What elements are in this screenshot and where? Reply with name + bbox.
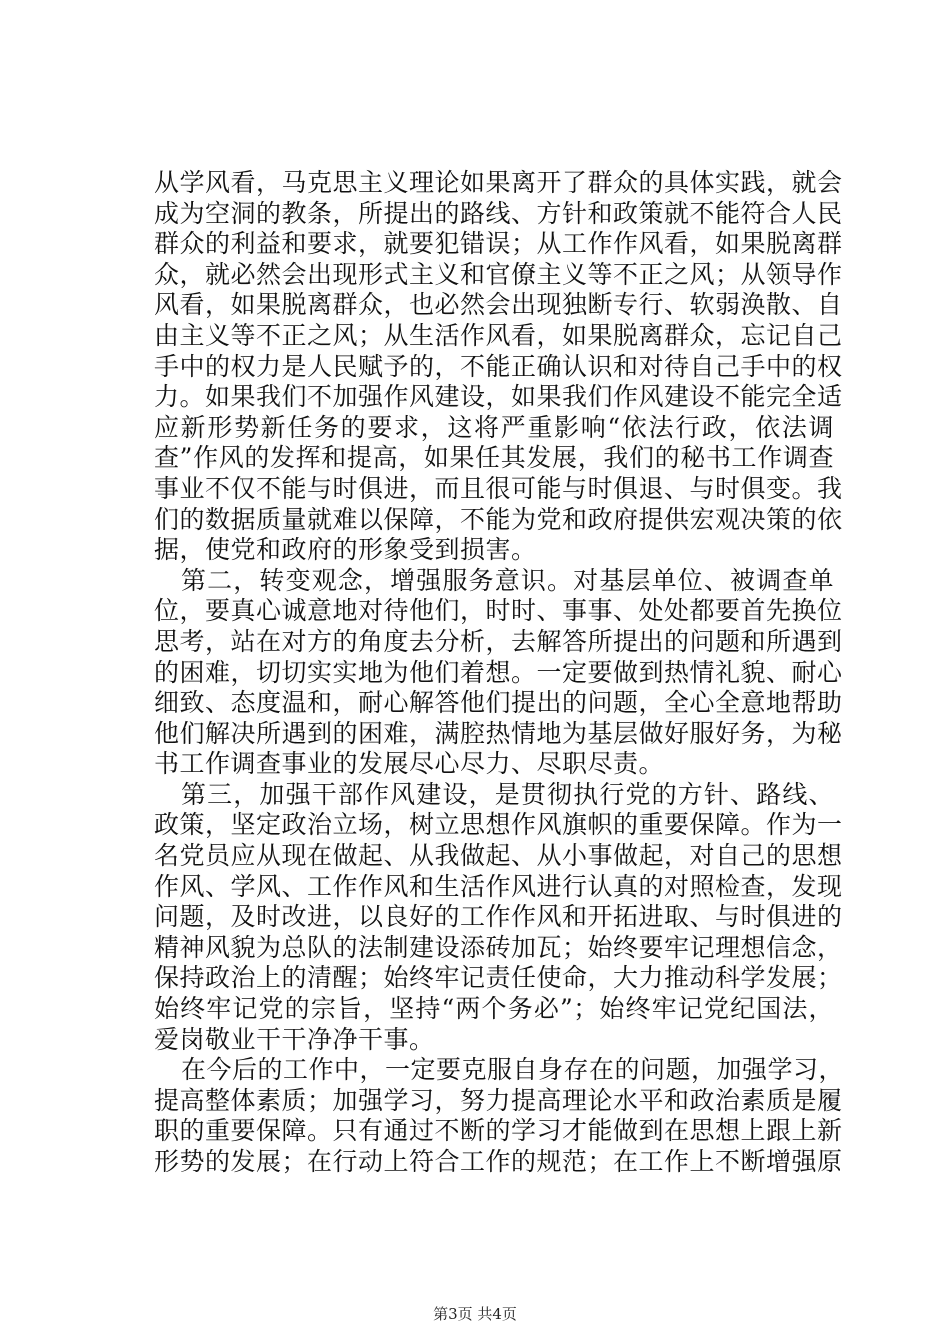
text-line: 他们解决所遇到的困难，满腔热情地为基层做好服好务，为秘 <box>154 718 843 748</box>
text-line: 从学风看，马克思主义理论如果离开了群众的具体实践，就会 <box>154 168 843 197</box>
text-line: 查”作风的发挥和提高，如果任其发展，我们的秘书工作调查 <box>154 443 834 473</box>
paragraph-start-line: 在今后的工作中，一定要克服自身存在的问题，加强学习， <box>181 1055 845 1085</box>
text-line: 职的重要保障。只有通过不断的学习才能做到在思想上跟上新 <box>154 1116 843 1146</box>
text-line: 事业不仅不能与时俱进，而且很可能与时俱退、与时俱变。我 <box>154 473 843 503</box>
text-line: 提高整体素质；加强学习，努力提高理论水平和政治素质是履 <box>154 1085 843 1115</box>
text-line: 问题，及时改进，以良好的工作作风和开拓进取、与时俱进的 <box>154 902 843 932</box>
text-line: 思考，站在对方的角度去分析，去解答所提出的问题和所遇到 <box>154 626 843 656</box>
text-line: 力。如果我们不加强作风建设，如果我们作风建设不能完全适 <box>154 382 843 412</box>
body-text <box>154 168 845 1178</box>
page-number: 第3页 共4页 <box>433 1305 517 1323</box>
text-line: 群众的利益和要求，就要犯错误；从工作作风看，如果脱离群 <box>154 229 843 259</box>
text-line: 书工作调查事业的发展尽心尽力、尽职尽责。 <box>154 749 665 779</box>
paragraph-start-line: 第三，加强干部作风建设，是贯彻执行党的方针、路线、 <box>181 779 834 809</box>
text-line: 形势的发展；在行动上符合工作的规范；在工作上不断增强原 <box>154 1147 843 1176</box>
text-line: 始终牢记党的宗旨，坚持“两个务必”；始终牢记党纪国法， <box>154 994 834 1024</box>
text-line: 保持政治上的清醒；始终牢记责任使命，大力推动科学发展； <box>154 963 843 993</box>
text-line: 据，使党和政府的形象受到损害。 <box>154 535 537 565</box>
text-line: 的困难，切切实实地为他们着想。一定要做到热情礼貌、耐心 <box>154 657 843 687</box>
text-line: 作风、学风、工作作风和生活作风进行认真的对照检查，发现 <box>154 871 843 901</box>
text-line: 政策，坚定政治立场，树立思想作风旗帜的重要保障。作为一 <box>154 810 843 840</box>
text-line: 手中的权力是人民赋予的，不能正确认识和对待自己手中的权 <box>154 351 843 381</box>
text-line: 名党员应从现在做起、从我做起、从小事做起，对自己的思想 <box>154 841 843 871</box>
text-line: 应新形势新任务的要求，这将严重影响“依法行政，依法调 <box>154 412 834 442</box>
text-line: 精神风貌为总队的法制建设添砖加瓦；始终要牢记理想信念， <box>154 932 843 962</box>
text-line: 风看，如果脱离群众，也必然会出现独断专行、软弱涣散、自 <box>154 290 843 320</box>
text-line: 爱岗敬业干干净净干事。 <box>154 1024 435 1054</box>
text-line: 成为空洞的教条，所提出的路线、方针和政策就不能符合人民 <box>154 198 843 228</box>
text-line: 由主义等不正之风；从生活作风看，如果脱离群众，忘记自己 <box>154 320 843 350</box>
paragraph-start-line: 第二，转变观念，增强服务意识。对基层单位、被调查单 <box>181 565 834 595</box>
text-line: 众，就必然会出现形式主义和官僚主义等不正之风；从领导作 <box>154 259 843 289</box>
text-line: 细致、态度温和，耐心解答他们提出的问题，全心全意地帮助 <box>154 688 843 718</box>
text-line: 们的数据质量就难以保障，不能为党和政府提供宏观决策的依 <box>154 504 843 534</box>
text-line: 位，要真心诚意地对待他们，时时、事事、处处都要首先换位 <box>154 596 843 626</box>
